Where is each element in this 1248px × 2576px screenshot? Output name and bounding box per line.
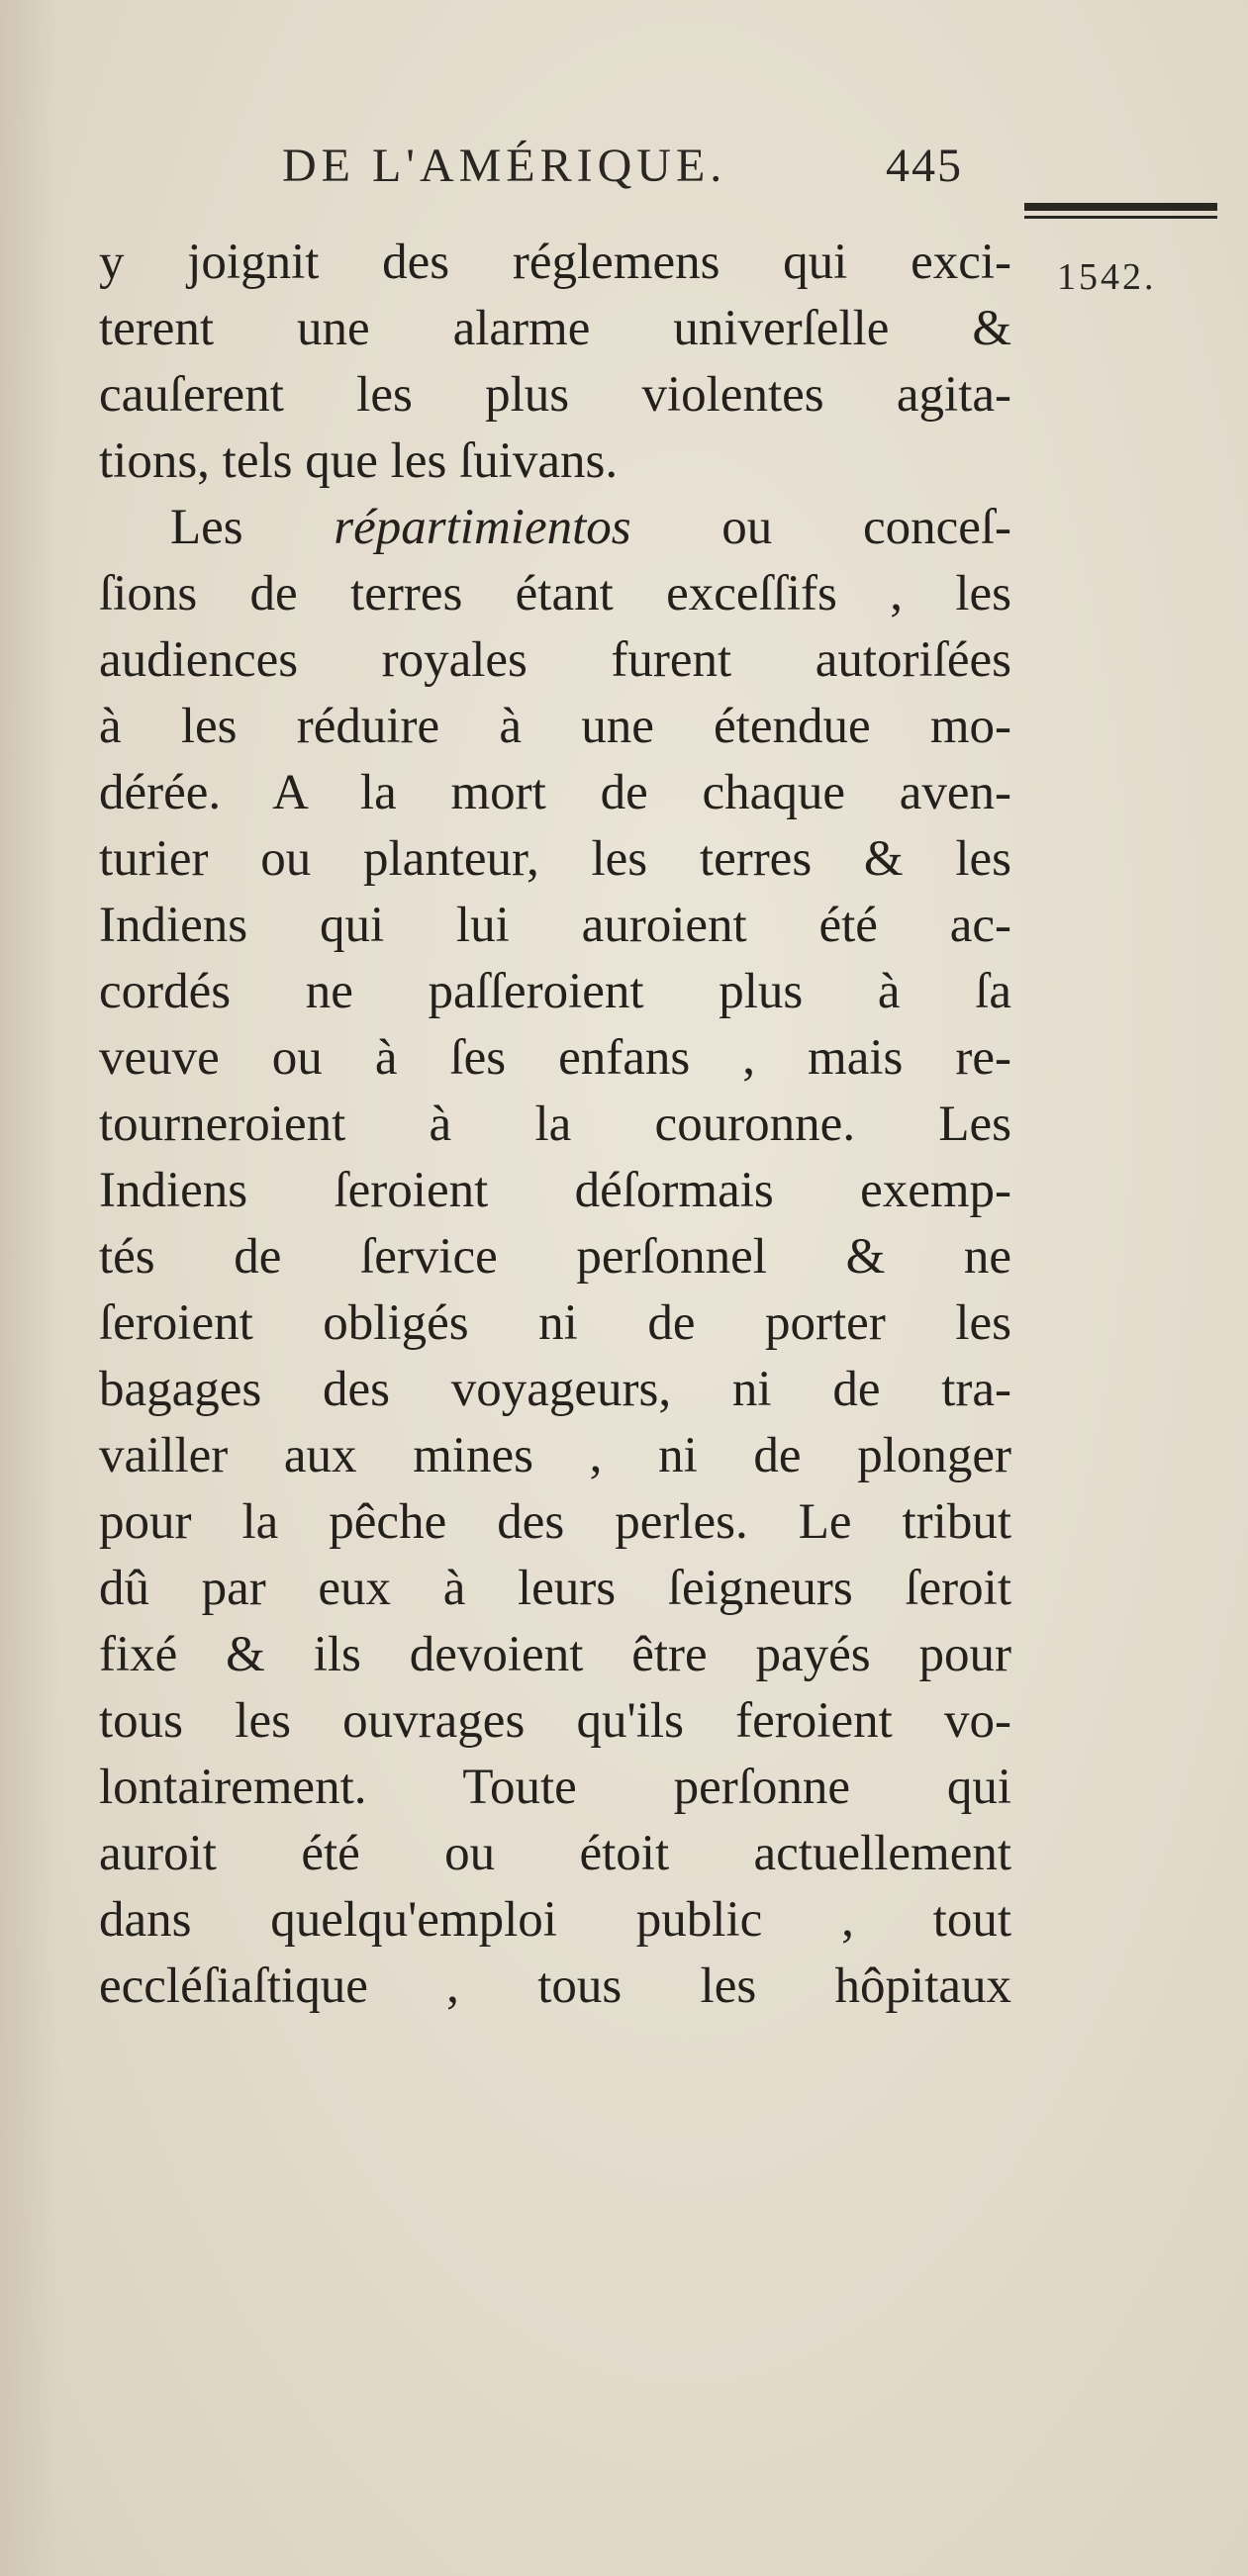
italic-term: répartimientos: [334, 500, 631, 555]
running-title: DE L'AMÉRIQUE.: [282, 140, 727, 192]
text-line: ſions de terres étant exceſſifs , les: [99, 566, 1011, 621]
text-line: eccléſiaſtique , tous les hôpitaux: [99, 1958, 1011, 2014]
text-segment: Les: [170, 500, 243, 555]
text-line: turier ou planteur, les terres & les: [99, 831, 1011, 887]
text-line: vailler aux mines , ni de plonger: [99, 1428, 1011, 1483]
text-line: ſeroient obligés ni de porter les: [99, 1295, 1011, 1351]
text-line: dû par eux à leurs ſeigneurs ſeroit: [99, 1561, 1011, 1616]
text-line: audiences royales furent autoriſées: [99, 632, 1011, 688]
spine-shadow: [0, 0, 59, 2576]
text-line: cauſerent les plus violentes agita-: [99, 367, 1011, 423]
text-line: veuve ou à ſes enfans , mais re-: [99, 1030, 1011, 1086]
text-line: Indiens ſeroient déſormais exemp-: [99, 1163, 1011, 1218]
running-header: [282, 139, 1034, 218]
text-line: tous les ouvrages qu'ils feroient vo-: [99, 1693, 1011, 1749]
body-text: [99, 230, 1011, 2020]
header-rule: [1024, 203, 1217, 219]
text-line: bagages des voyageurs, ni de tra-: [99, 1362, 1011, 1417]
text-line: Indiens qui lui auroient été ac-: [99, 898, 1011, 953]
paragraph-first-line: [99, 495, 1011, 561]
text-line: lontairement. Toute perſonne qui: [99, 1760, 1011, 1815]
text-line: tés de ſervice perſonnel & ne: [99, 1229, 1011, 1285]
text-segment: ou conceſ-: [721, 500, 1011, 555]
text-line: auroit été ou étoit actuellement: [99, 1826, 1011, 1881]
text-line: à les réduire à une étendue mo-: [99, 699, 1011, 754]
text-line: tions, tels que les ſuivans.: [99, 433, 619, 489]
text-line: fixé & ils devoient être payés pour: [99, 1627, 1011, 1682]
text-line: tourneroient à la couronne. Les: [99, 1097, 1011, 1152]
margin-year-note: 1542.: [1057, 256, 1157, 298]
text-line: cordés ne paſſeroient plus à ſa: [99, 964, 1011, 1019]
page-number: 445: [886, 140, 963, 192]
text-line: dans quelqu'emploi public , tout: [99, 1892, 1011, 1948]
text-line: y joignit des réglemens qui exci-: [99, 235, 1011, 290]
text-line: dérée. A la mort de chaque aven-: [99, 765, 1011, 820]
text-line: pour la pêche des perles. Le tribut: [99, 1494, 1011, 1550]
text-line: terent une alarme univerſelle &: [99, 301, 1011, 356]
